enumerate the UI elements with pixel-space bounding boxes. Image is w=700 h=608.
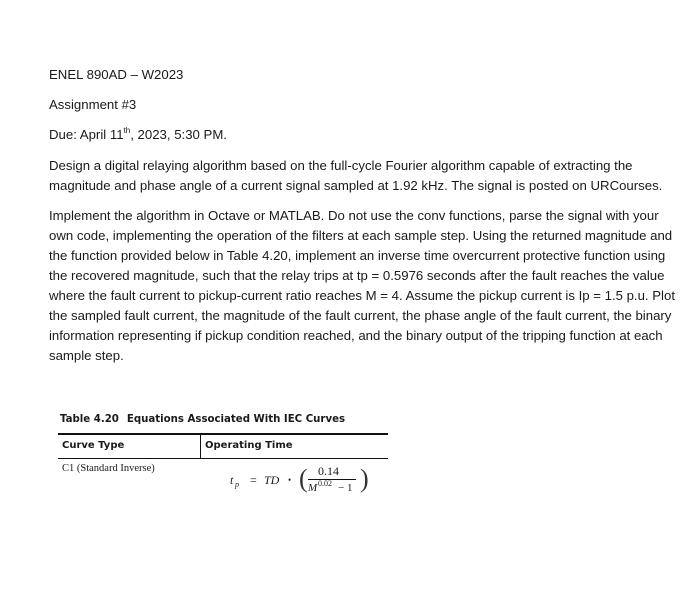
iec-curves-table [58,433,388,503]
formula-open-paren: ( [299,464,308,493]
due-superscript: th [123,126,131,135]
due-suffix: , 2023, 5:30 PM. [130,127,227,142]
table-caption [60,414,345,425]
formula-numerator: 0.14 [318,464,339,478]
column-header-curve-type: Curve Type [62,440,125,451]
table-top-rule [58,433,388,435]
table-header-separator [200,435,201,458]
table-header-rule [58,458,388,459]
table-number: Table 4.20 [60,414,119,425]
formula-td: TD [264,473,280,487]
assignment-title: Assignment #3 [49,97,137,112]
fraction-bar [308,479,356,480]
formula-dot: • [288,475,292,485]
paragraph-design: Design a digital relaying algorithm based on the full-cycle Fourier algorithm capable of extracting the magnitude and phase angle of a current signal sampled at 1.92 kHz. The signal is posted on URCourses. [49,158,663,193]
formula-denominator-base: M [308,482,318,494]
course-title: ENEL 890AD – W2023 [49,67,184,82]
formula-close-paren: ) [360,464,369,493]
formula-lhs-subscript: p [235,480,239,489]
column-header-operating-time: Operating Time [205,440,293,451]
due-prefix: Due: April 11 [49,127,124,142]
formula-denominator-exponent: 0.02 [318,479,332,488]
table-caption-text: Equations Associated With IEC Curves [126,414,346,425]
formula-equals: = [250,473,257,487]
formula-denominator-minus: − 1 [338,482,353,494]
curve-type-cell: C1 (Standard Inverse) [62,463,155,474]
formula-lhs: t [230,473,234,487]
paragraph-implement: Implement the algorithm in Octave or MATLAB. Do not use the conv functions, parse the signal with your own code, implementing the operation of the filters at each sample step. Using the returned magnitude and the function provided below in Table 4.20, implement an inverse time overcurrent protective function using the recovered magnitude, such that the relay trips at tp = 0.5976 seconds after the fault reaches the value where the fault current to pickup-current ratio reaches M = 4. Assume the pickup current is Ip = 1.5 p.u. Plot the sampled fault current, the magnitude of the fault current, the phase angle of the fault current, the binary information representing if pickup condition reached, and the binary output of the tripping function at each sample step. [49,208,675,363]
due-date [49,125,227,145]
operating-time-formula [228,460,378,500]
